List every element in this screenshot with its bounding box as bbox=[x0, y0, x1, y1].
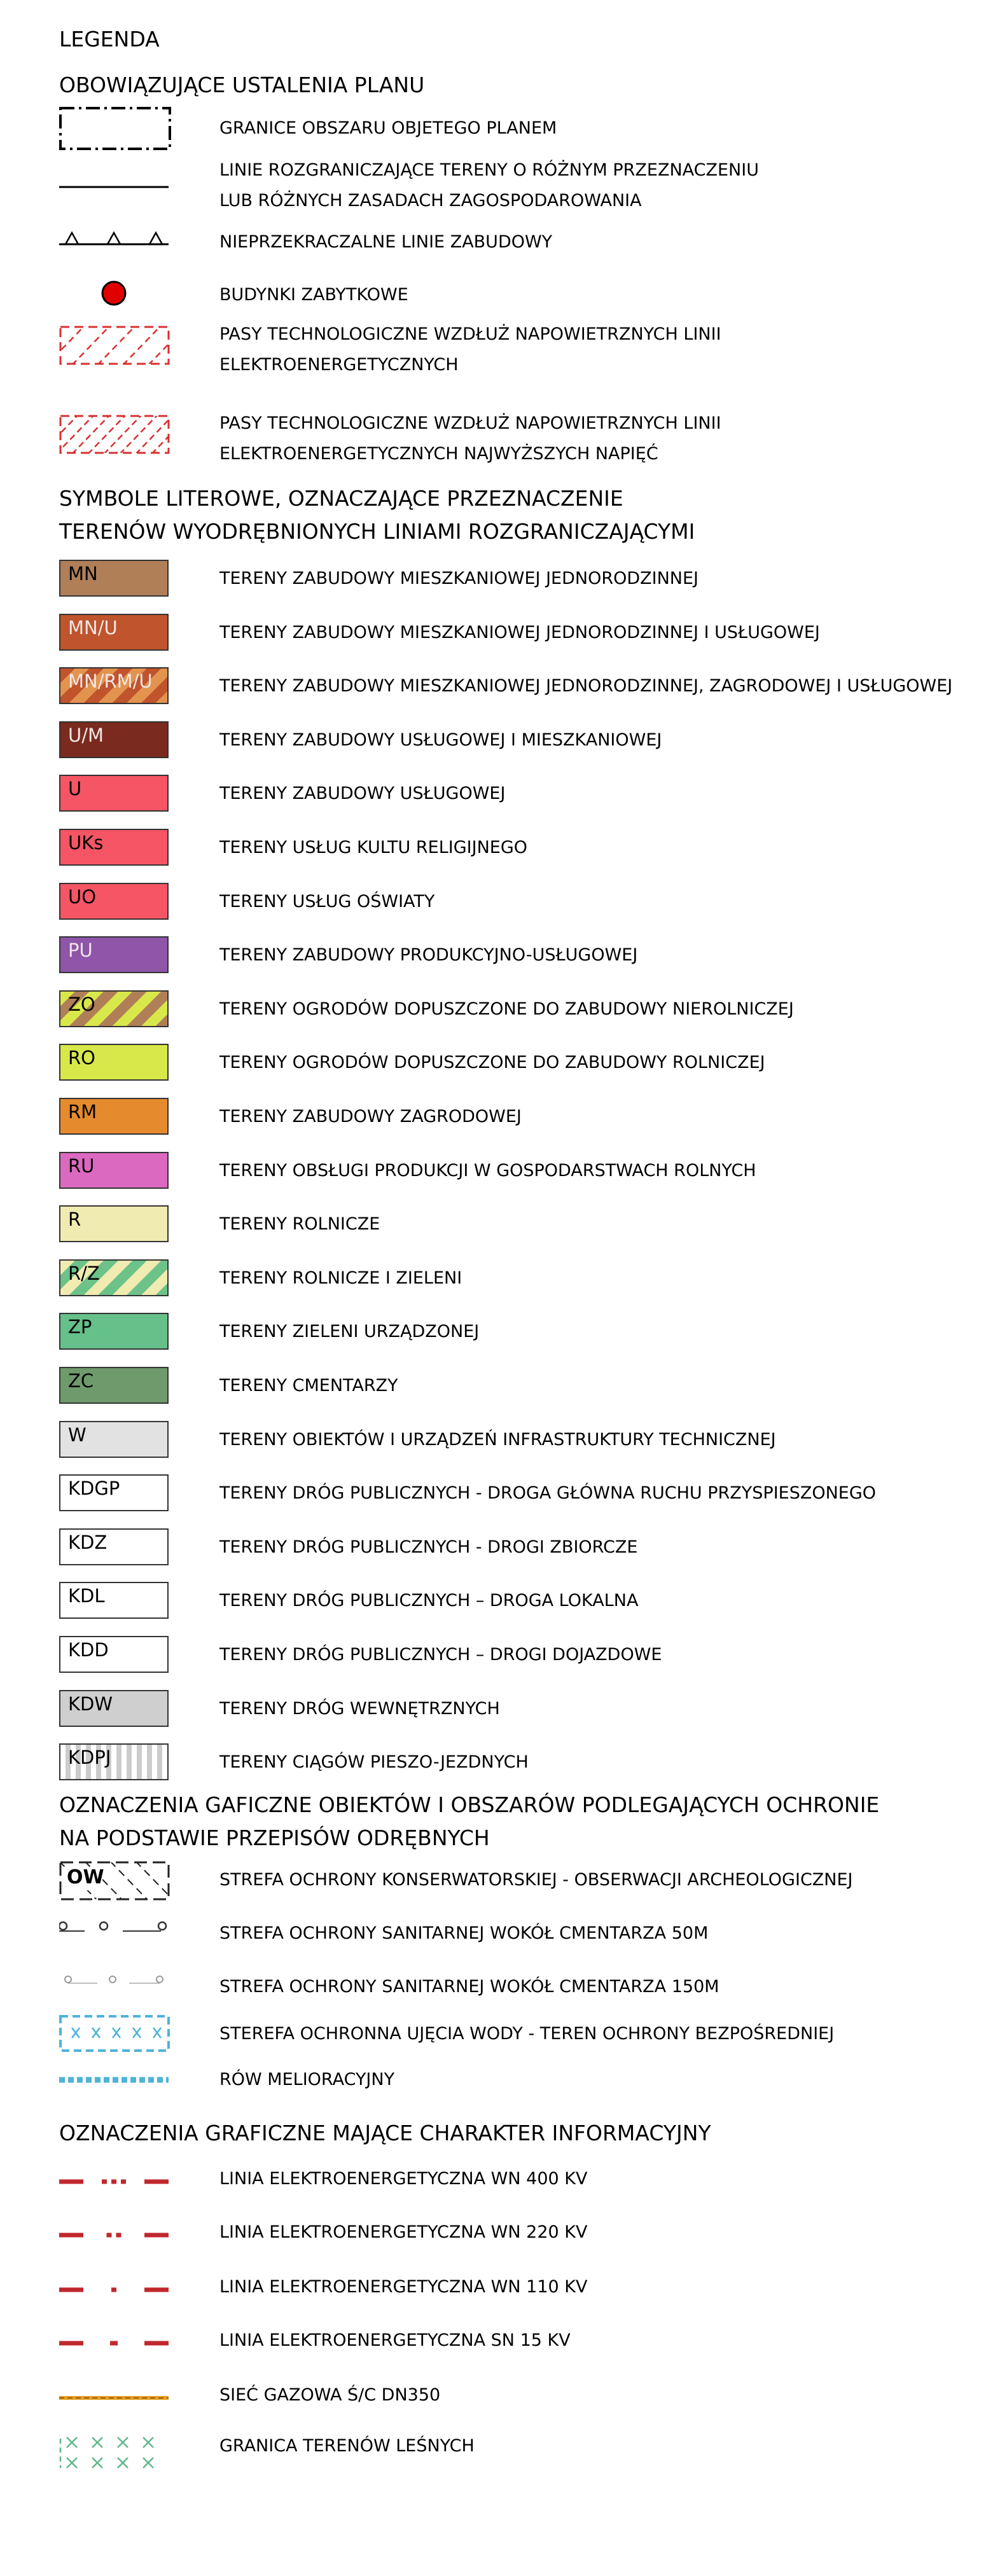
section-title-symbols-2: TERENÓW WYODRĘBNIONYCH LINIAMI ROZGRANICZAJĄCYMI bbox=[59, 519, 695, 544]
info-label: LINIA ELEKTROENERGETYCZNA WN 110 KV bbox=[219, 2277, 588, 2297]
zone-swatch bbox=[59, 775, 169, 812]
zone-swatch bbox=[59, 883, 169, 920]
zone-code: RO bbox=[68, 1047, 95, 1069]
zone-code: PU bbox=[68, 939, 93, 961]
drainage-ditch-icon bbox=[59, 2075, 172, 2084]
zone-swatch bbox=[59, 1152, 169, 1189]
zone-label: TERENY DRÓG PUBLICZNYCH – DROGA LOKALNA bbox=[219, 1591, 639, 1610]
power-line-110kv-icon bbox=[59, 2285, 172, 2295]
zone-label: TERENY ZIELENI URZĄDZONEJ bbox=[219, 1322, 480, 1341]
solid-line-icon bbox=[59, 179, 172, 183]
zone-swatch bbox=[59, 1743, 169, 1780]
zone-code: W bbox=[68, 1424, 87, 1446]
zone-swatch bbox=[59, 1367, 169, 1404]
zone-swatch bbox=[59, 1474, 169, 1511]
zone-label: TERENY ZABUDOWY MIESZKANIOWEJ JEDNORODZINNEJ, ZAGRODOWEJ I USŁUGOWEJ bbox=[219, 676, 953, 696]
red-hatch-icon bbox=[59, 326, 172, 365]
zone-code: RU bbox=[68, 1155, 95, 1177]
power-line-220kv-icon bbox=[59, 2230, 172, 2240]
dash-dot-boundary-icon bbox=[59, 107, 172, 151]
zone-swatch bbox=[59, 936, 169, 973]
archaeology-code: OW bbox=[67, 1866, 104, 1888]
zone-code: U bbox=[68, 778, 82, 800]
section-title-info: OZNACZENIA GRAFICZNE MAJĄCE CHARAKTER INFORMACYJNY bbox=[59, 2121, 711, 2145]
forest-boundary-icon bbox=[59, 2434, 172, 2473]
zone-code: KDL bbox=[68, 1585, 105, 1607]
zone-swatch bbox=[59, 1690, 169, 1727]
plan-boundary-label: GRANICE OBSZARU OBJETEGO PLANEM bbox=[219, 118, 557, 138]
drainage-ditch-label: RÓW MELIORACYJNY bbox=[219, 2070, 395, 2089]
zone-label: TERENY OGRODÓW DOPUSZCZONE DO ZABUDOWY ROLNICZEJ bbox=[219, 1053, 765, 1072]
tech-strip-label-1: PASY TECHNOLOGICZNE WZDŁUŻ NAPOWIETRZNYCH LINII bbox=[219, 324, 721, 344]
zone-label: TERENY DRÓG PUBLICZNYCH - DROGI ZBIORCZE bbox=[219, 1537, 638, 1557]
zone-code: KDW bbox=[68, 1693, 113, 1715]
zone-code: MN/RM/U bbox=[68, 670, 153, 692]
power-line-400kv-icon bbox=[59, 2177, 172, 2187]
zone-label: TERENY DRÓG PUBLICZNYCH – DROGI DOJAZDOWE bbox=[219, 1645, 662, 1665]
zone-label: TERENY ZABUDOWY USŁUGOWEJ I MIESZKANIOWEJ bbox=[219, 730, 662, 750]
zone-label: TERENY USŁUG OŚWIATY bbox=[219, 892, 435, 911]
zone-code: ZP bbox=[68, 1316, 92, 1338]
zone-code: ZO bbox=[68, 994, 95, 1015]
zone-code: U/M bbox=[68, 724, 104, 746]
zone-swatch bbox=[59, 1636, 169, 1673]
zone-code: R/Z bbox=[68, 1263, 100, 1284]
demarcation-line-label-1: LINIE ROZGRANICZAJĄCE TERENY O RÓŻNYM PRZEZNACZENIU bbox=[219, 160, 759, 180]
gas-network-icon bbox=[59, 2393, 172, 2402]
zone-label: TERENY USŁUG KULTU RELIGIJNEGO bbox=[219, 838, 527, 857]
zone-swatch bbox=[59, 1098, 169, 1135]
zone-label: TERENY ZABUDOWY MIESZKANIOWEJ JEDNORODZINNEJ bbox=[219, 569, 699, 588]
zone-swatch bbox=[59, 829, 169, 866]
red-dot-icon bbox=[101, 280, 127, 307]
archaeology-zone-label: STREFA OCHRONY KONSERWATORSKIEJ - OBSERWACJI ARCHEOLOGICZNEJ bbox=[219, 1870, 853, 1890]
power-line-15kv-icon bbox=[59, 2338, 172, 2348]
zone-swatch bbox=[59, 1044, 169, 1081]
archaeology-zone-icon bbox=[59, 1861, 172, 1901]
sanitary-150m-label: STREFA OCHRONY SANITARNEJ WOKÓŁ CMENTARZA 150M bbox=[219, 1977, 719, 1997]
zone-code: ZC bbox=[68, 1370, 94, 1392]
zone-code: KDZ bbox=[68, 1532, 108, 1553]
zone-label: TERENY OGRODÓW DOPUSZCZONE DO ZABUDOWY NIEROLNICZEJ bbox=[219, 999, 794, 1019]
zone-swatch bbox=[59, 1582, 169, 1619]
info-label: GRANICA TERENÓW LEŚNYCH bbox=[219, 2436, 475, 2456]
zone-swatch bbox=[59, 1313, 169, 1350]
zone-swatch bbox=[59, 1205, 169, 1242]
zone-label: TERENY OBSŁUGI PRODUKCJI W GOSPODARSTWACH ROLNYCH bbox=[219, 1161, 756, 1181]
info-label: SIEĆ GAZOWA Ś/C DN350 bbox=[219, 2385, 441, 2405]
zone-swatch bbox=[59, 1528, 169, 1565]
zone-swatch bbox=[59, 721, 169, 758]
zone-code: KDGP bbox=[68, 1478, 120, 1499]
zone-label: TERENY ZABUDOWY USŁUGOWEJ bbox=[219, 784, 506, 803]
zone-label: TERENY DRÓG WEWNĘTRZNYCH bbox=[219, 1699, 500, 1719]
zone-swatch bbox=[59, 614, 169, 651]
zone-code: UO bbox=[68, 886, 97, 908]
water-intake-label: STEREFA OCHRONNA UJĘCIA WODY - TEREN OCHRONY BEZPOŚREDNIEJ bbox=[219, 2024, 835, 2044]
zone-code: MN bbox=[68, 563, 98, 585]
zone-label: TERENY ZABUDOWY PRODUKCYJNO-USŁUGOWEJ bbox=[219, 945, 638, 965]
legend-title: LEGENDA bbox=[59, 27, 160, 52]
sanitary-50m-label: STREFA OCHRONY SANITARNEJ WOKÓŁ CMENTARZA 50M bbox=[219, 1923, 709, 1943]
zone-label: TERENY ROLNICZE bbox=[219, 1214, 380, 1234]
zone-code: RM bbox=[68, 1101, 97, 1123]
demarcation-line-label-2: LUB RÓŻNYCH ZASADACH ZAGOSPODAROWANIA bbox=[219, 191, 642, 211]
heritage-building-label: BUDYNKI ZABYTKOWE bbox=[219, 285, 408, 305]
sanitary-50m-icon bbox=[59, 1917, 172, 1936]
zone-label: TERENY ZABUDOWY MIESZKANIOWEJ JEDNORODZINNEJ I USŁUGOWEJ bbox=[219, 623, 820, 642]
zone-swatch bbox=[59, 990, 169, 1027]
zone-swatch bbox=[59, 1259, 169, 1296]
tech-strip-hv-label-2: ELEKTROENERGETYCZNYCH NAJWYŻSZYCH NAPIĘĆ bbox=[219, 444, 658, 464]
building-line-label: NIEPRZEKRACZALNE LINIE ZABUDOWY bbox=[219, 232, 553, 252]
zone-swatch bbox=[59, 1421, 169, 1458]
zone-label: TERENY ZABUDOWY ZAGRODOWEJ bbox=[219, 1107, 522, 1126]
section-title-symbols-1: SYMBOLE LITEROWE, OZNACZAJĄCE PRZEZNACZENIE bbox=[59, 486, 623, 511]
zone-label: TERENY ROLNICZE I ZIELENI bbox=[219, 1268, 462, 1288]
section-title-protection-2: NA PODSTAWIE PRZEPISÓW ODRĘBNYCH bbox=[59, 1825, 490, 1850]
info-label: LINIA ELEKTROENERGETYCZNA WN 220 KV bbox=[219, 2222, 588, 2242]
zone-swatch bbox=[59, 560, 169, 597]
tech-strip-hv-label-1: PASY TECHNOLOGICZNE WZDŁUŻ NAPOWIETRZNYCH LINII bbox=[219, 413, 721, 433]
water-intake-icon bbox=[59, 2014, 172, 2053]
zone-label: TERENY DRÓG PUBLICZNYCH - DROGA GŁÓWNA RUCHU PRZYSPIESZONEGO bbox=[219, 1483, 877, 1503]
zone-code: MN/U bbox=[68, 617, 118, 639]
info-label: LINIA ELEKTROENERGETYCZNA SN 15 KV bbox=[219, 2330, 571, 2350]
section-title-protection-1: OZNACZENIA GAFICZNE OBIEKTÓW I OBSZARÓW PODLEGAJĄCYCH OCHRONIE bbox=[59, 1792, 880, 1817]
triangle-line-icon bbox=[59, 228, 172, 247]
zone-code: R bbox=[68, 1208, 81, 1230]
zone-code: UKs bbox=[68, 832, 104, 854]
section-title-plan: OBOWIĄZUJĄCE USTALENIA PLANU bbox=[59, 73, 425, 97]
zone-label: TERENY CMENTARZY bbox=[219, 1376, 398, 1395]
zone-label: TERENY OBIEKTÓW I URZĄDZEŃ INFRASTRUKTURY TECHNICZNEJ bbox=[219, 1430, 776, 1450]
zone-label: TERENY CIĄGÓW PIESZO-JEZDNYCH bbox=[219, 1752, 529, 1772]
zone-code: KDD bbox=[68, 1639, 109, 1661]
sanitary-150m-icon bbox=[59, 1970, 172, 1990]
zone-swatch bbox=[59, 667, 169, 704]
tech-strip-label-2: ELEKTROENERGETYCZNYCH bbox=[219, 355, 459, 375]
red-dense-hatch-icon bbox=[59, 415, 172, 454]
zone-code: KDPJ bbox=[68, 1747, 111, 1768]
info-label: LINIA ELEKTROENERGETYCZNA WN 400 KV bbox=[219, 2169, 588, 2189]
